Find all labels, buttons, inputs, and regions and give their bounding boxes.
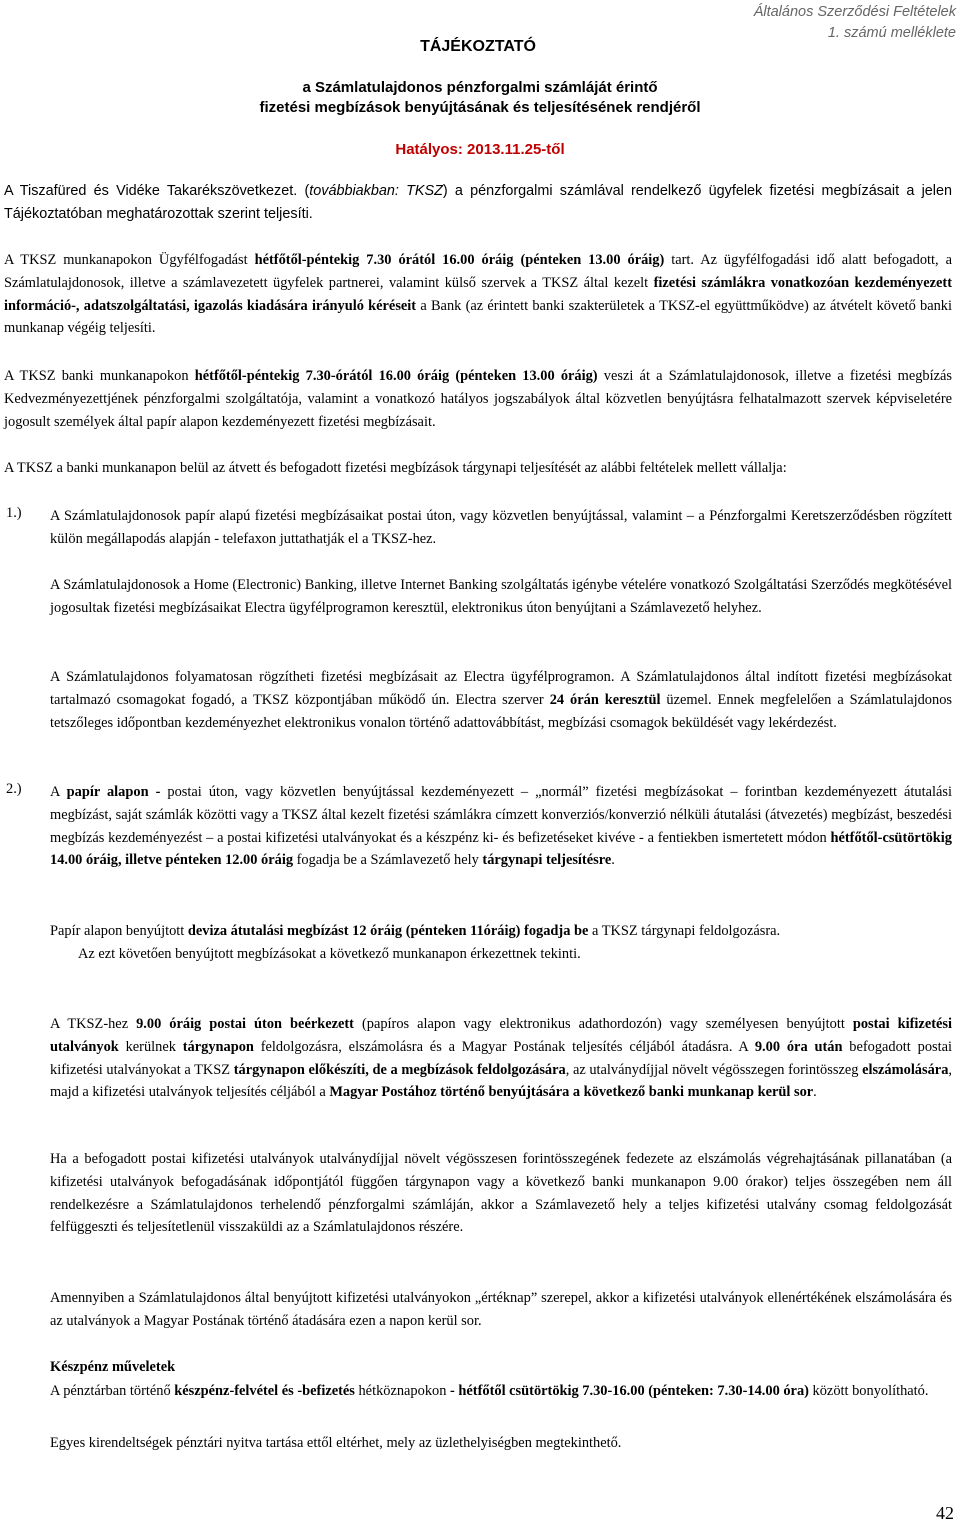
bank-days-paragraph: A TKSZ banki munkanapokon hétfőtől-péntekig 7.30-órától 16.00 óráig (pénteken 13.00 óráig) veszi át a Számlatulajdonosok, illetve a fizetési megbízás Kedvezményezettjének pénzforgalmi szolgáltatója, valamint a vonatkozó hatályos jogszabályok által közvetlen benyújtásra felhatalmazott szervek képviseletére jogosult személyek által papír alapon kezdeményezett fizetési megbízásait. bbox=[4, 368, 953, 430]
page-number: 42 bbox=[936, 1503, 954, 1523]
undertake-paragraph: A TKSZ a banki munkanapon belül az átvett és befogadott fizetési megbízások tárgynapi teljesítését az alábbi feltételek mellett vállalja: bbox=[4, 460, 787, 476]
item-number: 2.) bbox=[6, 781, 22, 797]
item2-paper-paragraph: A papír alapon - postai úton, vagy közvetlen benyújtással kezdeményezett – „normál” fizetési megbízásokat – forintban kezdeményezett átutalási megbízást, saját számlák közötti vagy a TKSZ által kezelt fizetési számlákra címzett konverziós/konverzió nélküli átutalási (átvezetés) megbízást, beszedési megbízás kezdeményezést – a postai kifizetési utalványokat és a készpénz ki- és befizetéseket kivéve - a fentiekben ismertetett módon hétfőtől-csütörtökig 14.00 óráig, illetve pénteken 12.00 óráig fogadja be a Számlavezető hely tárgynapi teljesítésre. bbox=[50, 784, 952, 869]
coverage-paragraph: Ha a befogadott postai kifizetési utalványok utalványdíjjal növelt végösszesen forintösszegének fedezete az elszámolás végrehajtásának pillanatában (a kifizetési utalványok befogadásának időpontjától függően tárgynapon vagy a következő banki munkanapon 9.00 órakor) teljes összegében nem áll rendelkezésre a Számlatulajdonos terhelendő pénzforgalmi számláján, akkor a Számlavezető hely a teljes kifizetési utalvány csomag feldolgozását felfüggeszti és teljesítetlenül visszaküldi az a Számlatulajdonos részére. bbox=[50, 1151, 952, 1236]
item-number: 1.) bbox=[6, 505, 22, 521]
value-date-paragraph: Amennyiben a Számlatulajdonos által benyújtott kifizetési utalványokon „értéknap” szerepel, akkor a kifizetési utalványok ellenértékének elszámolására és az utalványok a Magyar Postának történő átadására ezen a napon kerül sor. bbox=[50, 1290, 952, 1329]
subtitle-line-1: a Számlatulajdonos pénzforgalmi számláját érintő bbox=[302, 79, 658, 96]
annex-label: 1. számú melléklete bbox=[827, 25, 956, 41]
item2-fx-paragraph: Papír alapon benyújtott deviza átutalási megbízást 12 óráig (pénteken 11óráig) fogadja be a TKSZ tárgynapi feldolgozásra. bbox=[50, 923, 781, 939]
cash-operations-heading: Készpénz műveletek bbox=[50, 1359, 176, 1375]
subtitle-line-2: fizetési megbízások benyújtásának és teljesítésének rendjéről bbox=[259, 99, 701, 116]
intro-paragraph: A Tiszafüred és Vidéke Takarékszövetkezet. (továbbiakban: TKSZ) a pénzforgalmi számlával rendelkező ügyfelek fizetési megbízásait a jelen Tájékoztatóban meghatározottak szerint teljesíti. bbox=[4, 183, 953, 222]
item1-paper-paragraph: A Számlatulajdonosok papír alapú fizetési megbízásaikat postai úton, vagy közvetlen benyújtással, valamint – a Pénzforgalmi Keretszerződésben rögzített külön megállapodás alapján - telefaxon juttathatják el a TKSZ-hez. bbox=[50, 508, 952, 547]
item1-electronic-paragraph: A Számlatulajdonosok a Home (Electronic) Banking, illetve Internet Banking szolgáltatás igénybe vételére vonatkozó Szolgáltatási Szerződés megkötésével jogosultak fizetési megbízásaikat Electra ügyfélprogramon keresztül, elektronikus úton benyújtani a Számlavezető helyhez. bbox=[50, 577, 952, 616]
postal-orders-paragraph: A TKSZ-hez 9.00 óráig postai úton beérkezett (papíros alapon vagy elektronikus adathordozón) vagy személyesen benyújtott postai kifizetési utalványok kerülnek tárgynapon feldolgozásra, elszámolásra és a Magyar Postának teljesítés céljából átadásra. A 9.00 óra után befogadott postai kifizetési utalványokat a TKSZ tárgynapon előkészíti, de a megbízások feldolgozására, az utalványdíjjal növelt végösszegen forintösszeg elszámolására, majd a kifizetési utalványok teljesítés céljából a Magyar Postához történő benyújtására a következő banki munkanap kerül sor. bbox=[50, 1016, 952, 1101]
item1-electra-paragraph: A Számlatulajdonos folyamatosan rögzítheti fizetési megbízásait az Electra ügyfélprogramon. A Számlatulajdonos által indított fizetési megbízásokat tartalmazó csomagokat fogadó, a TKSZ központjában működő ún. Electra szerver 24 órán keresztül üzemel. Ennek megfelelően a Számlatulajdonos tetszőleges időpontban kezdeményezhet elektronikus vonalon történő adattovábbítást, megbízási csomagok beküldését vagy lekérdezést. bbox=[50, 669, 952, 731]
page-subtitle bbox=[0, 78, 960, 118]
cash-operations-paragraph: A pénztárban történő készpénz-felvétel és -befizetés hétköznapokon - hétfőtől csütörtökig 7.30-16.00 (pénteken: 7.30-14.00 óra) között bonyolítható. bbox=[50, 1383, 929, 1399]
office-hours-paragraph: A TKSZ munkanapokon Ügyfélfogadást hétfőtől-péntekig 7.30 órától 16.00 óráig (pénteken 13.00 óráig) tart. Az ügyfélfogadási idő alatt befogadott, a Számlatulajdonosok, illetve a számlavezetett ügyfelek partnerei, valamint külső szervek a TKSZ által kezelt fizetési számlákra vonatkozóan kezdeményezett információ-, adatszolgáltatási, igazolás kiadására irányuló kéréseit a Bank (az érintett banki szakterületek a TKSZ-el együttműködve) az átvételt követő banki munkanap végéig teljesíti. bbox=[4, 252, 952, 337]
item2-fx-followup: Az ezt követően benyújtott megbízásokat a következő munkanapon érkezettnek tekinti. bbox=[78, 946, 581, 962]
cash-branch-note: Egyes kirendeltségek pénztári nyitva tartása ettől eltérhet, mely az üzlethelyiségben megtekinthető. bbox=[50, 1435, 622, 1451]
page-title: TÁJÉKOZTATÓ bbox=[420, 38, 536, 55]
effective-date: Hatályos: 2013.11.25-től bbox=[395, 141, 565, 158]
document-name: Általános Szerződési Feltételek bbox=[753, 4, 956, 20]
